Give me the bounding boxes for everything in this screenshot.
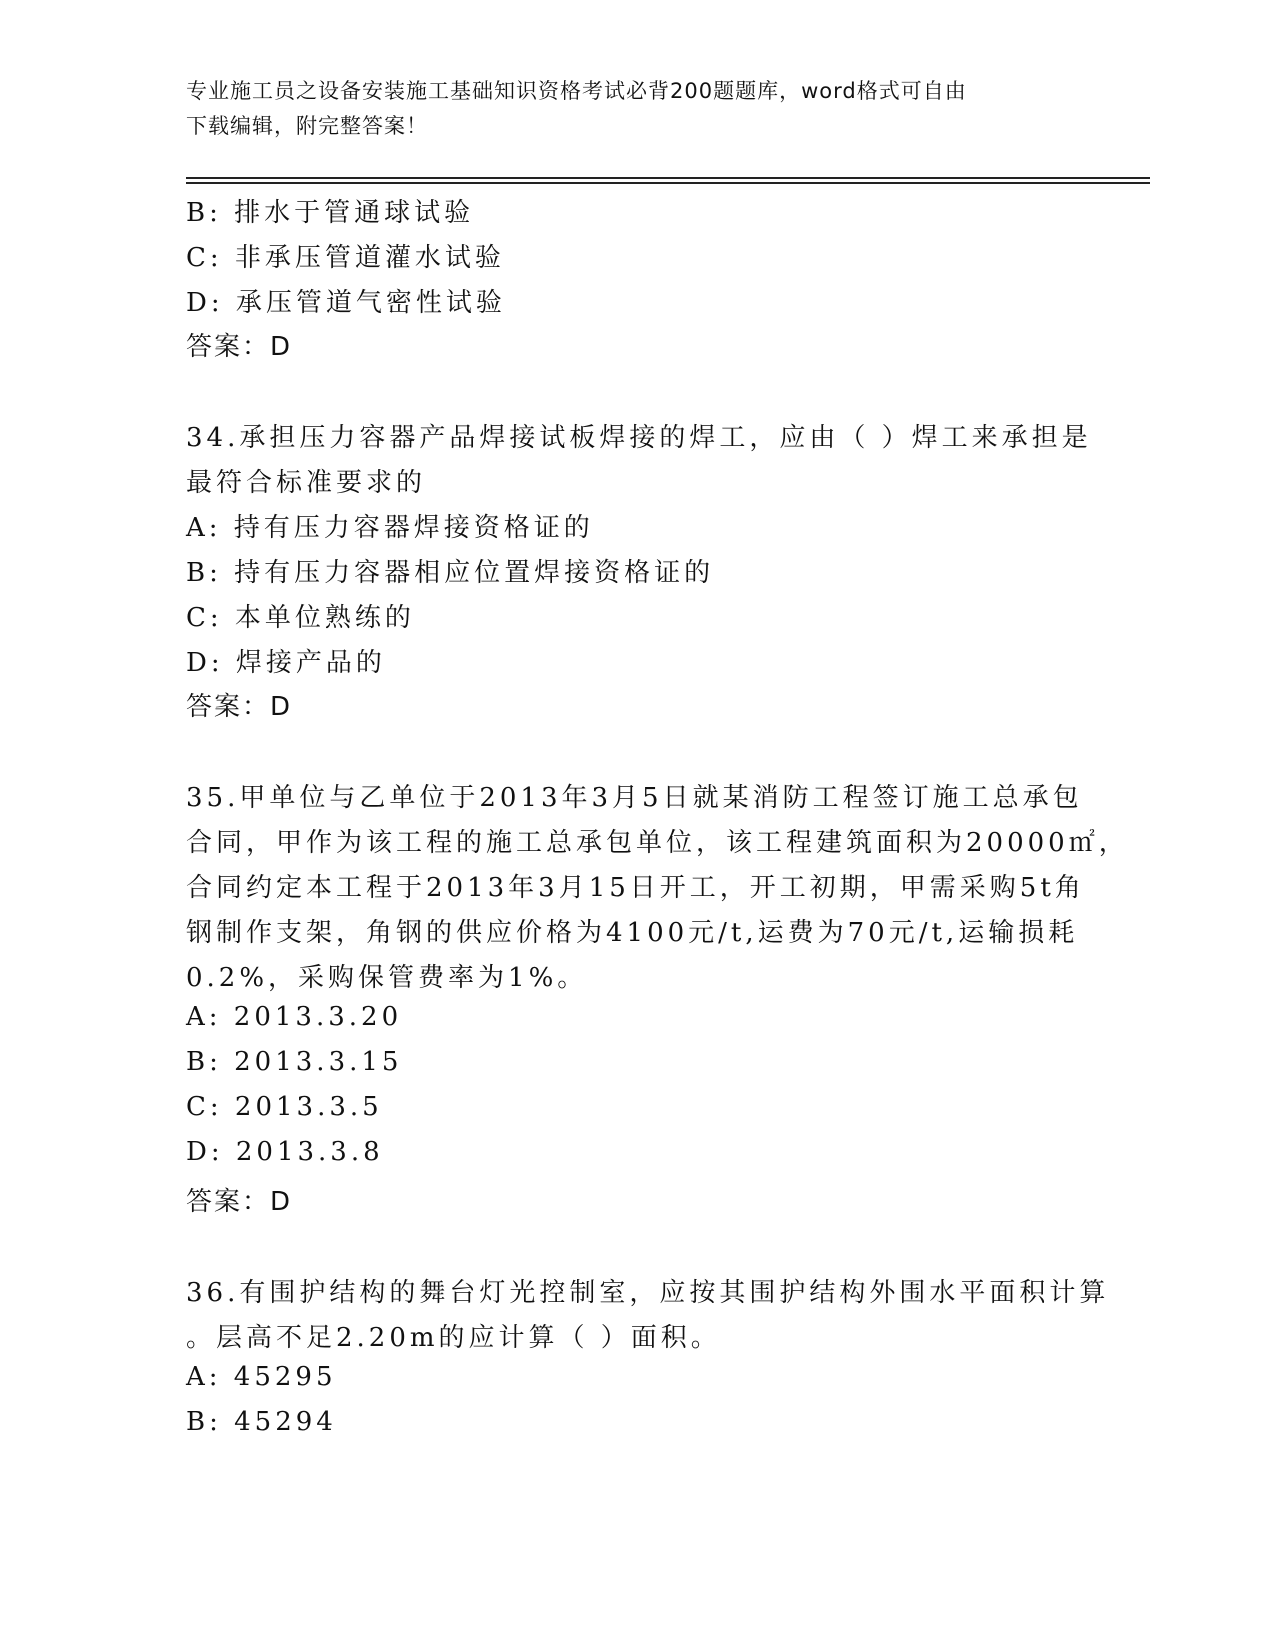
document-header [186, 74, 1076, 144]
q35-option-c: C: 2013.3.5 [186, 1092, 383, 1122]
header-divider-top [186, 177, 1150, 179]
q36-option-a: A: 45295 [186, 1362, 337, 1392]
q34-stem-line-2: 最符合标准要求的 [186, 468, 427, 498]
q35-answer: 答案：D [186, 1187, 293, 1217]
q35-stem-line-3: 合同约定本工程于2013年3月15日开工，开工初期，甲需采购5t角 [186, 873, 1085, 903]
header-divider-bottom [186, 182, 1150, 184]
q36-stem-line-1: 36.有围护结构的舞台灯光控制室，应按其围护结构外围水平面积计算 [186, 1278, 1110, 1308]
q35-stem-line-1: 35.甲单位与乙单位于2013年3月5日就某消防工程签订施工总承包 [186, 783, 1083, 813]
q34-option-b: B: 持有压力容器相应位置焊接资格证的 [186, 558, 715, 588]
header-line-2: 下载编辑，附完整答案！ [186, 114, 428, 138]
q35-option-d: D: 2013.3.8 [186, 1137, 384, 1167]
q34-option-d: D: 焊接产品的 [186, 648, 386, 678]
q33-option-c: C: 非承压管道灌水试验 [186, 243, 505, 273]
q34-stem-line-1: 34.承担压力容器产品焊接试板焊接的焊工，应由（ ）焊工来承担是 [186, 423, 1092, 453]
q36-option-b: B: 45294 [186, 1407, 337, 1437]
q33-option-b: B: 排水于管通球试验 [186, 198, 475, 228]
q35-option-a: A: 2013.3.20 [186, 1002, 403, 1032]
q33-answer: 答案：D [186, 332, 293, 362]
q35-stem-line-2: 合同，甲作为该工程的施工总承包单位，该工程建筑面积为20000㎡， [186, 828, 1129, 858]
q35-option-b: B: 2013.3.15 [186, 1047, 403, 1077]
header-line-1: 专业施工员之设备安装施工基础知识资格考试必背200题题库，word格式可自由 [186, 79, 967, 103]
q35-stem-line-5: 0.2%，采购保管费率为1%。 [186, 963, 588, 993]
q34-option-c: C: 本单位熟练的 [186, 603, 415, 633]
q34-answer: 答案：D [186, 692, 293, 722]
q34-option-a: A: 持有压力容器焊接资格证的 [186, 513, 594, 543]
q33-option-d: D: 承压管道气密性试验 [186, 288, 506, 318]
q35-stem-line-4: 钢制作支架，角钢的供应价格为4100元/t,运费为70元/t,运输损耗 [186, 918, 1079, 948]
q36-stem-line-2: 。层高不足2.20m的应计算（ ）面积。 [186, 1323, 721, 1353]
